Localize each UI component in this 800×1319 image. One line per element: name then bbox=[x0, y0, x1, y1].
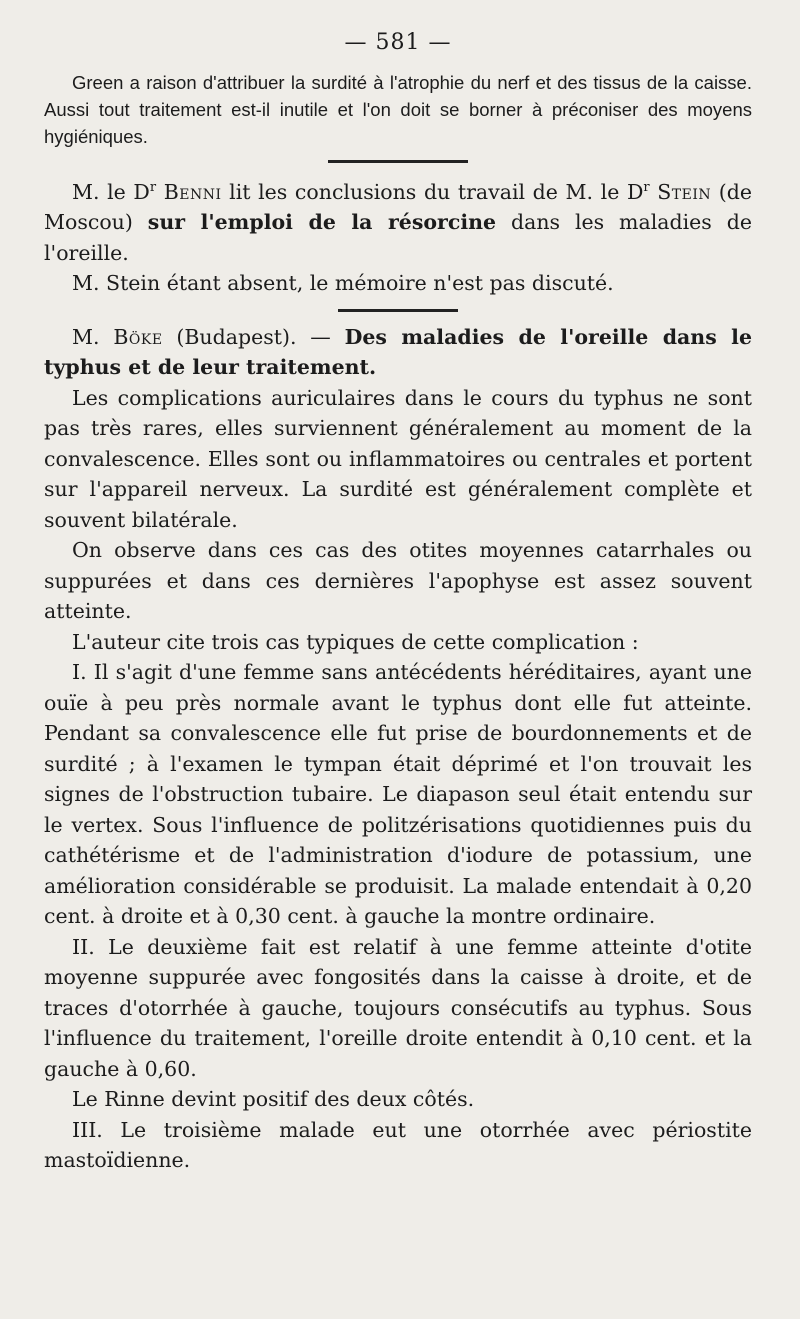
case-one-paragraph: I. Il s'agit d'une femme sans antécédents héréditaires, ayant une ouïe à peu près normale avant le typhus dont elle fut atteinte. Pendant sa convalescence elle fut prise de bourdonnements et de surdité ; à l'examen le tympan était déprimé et l'on trouvait les signes de l'obstruction tubaire. Le diapason seul était entendu sur le vertex. Sous l'influence de politzérisations quotidiennes puis du cathétérisme et de l'administration d'iodure de potassium, une amélioration considérable se produisit. La malade entendait à 0,20 cent. à droite et à 0,30 cent. à gauche la montre ordinaire. bbox=[44, 660, 752, 929]
text-run: lit les conclusions du travail de M. le D bbox=[221, 179, 644, 204]
body-paragraph: On observe dans ces cas des otites moyennes catarrhales ou suppurées et dans ces dernières l'apophyse est assez souvent atteinte. bbox=[44, 538, 752, 624]
case-two-paragraph: II. Le deuxième fait est relatif à une femme atteinte d'otite moyenne suppurée avec fongosités dans la caisse à droite, et de traces d'otorrhée à gauche, toujours consécutifs au typhus. Sous l'influence du traitement, l'oreille droite entendit à 0,10 cent. et la gauche à 0,60. bbox=[44, 934, 752, 1081]
section-divider bbox=[338, 309, 458, 312]
stein-absent-paragraph: M. Stein étant absent, le mémoire n'est pas discuté. bbox=[72, 271, 614, 296]
benni-paragraph bbox=[44, 173, 752, 268]
body-paragraph: Le Rinne devint positif des deux côtés. bbox=[72, 1087, 475, 1112]
author-name: Stein bbox=[657, 179, 712, 204]
body-paragraph: Les complications auriculaires dans le cours du typhus ne sont pas très rares, elles surviennent généralement au moment de la convalescence. Elles sont ou inflammatoires ou centrales et portent sur l'appareil nerveux. La surdité est généralement complète et souvent bilatérale. bbox=[44, 385, 752, 532]
text-run: dans les maladies de l'oreille. bbox=[44, 210, 752, 265]
boke-heading bbox=[44, 322, 752, 383]
text-run: M. bbox=[72, 324, 114, 349]
intro-paragraph: Green a raison d'attribuer la surdité à l'atrophie du nerf et des tissus de la caisse. Aussi tout traitement est-il inutile et l'on doit se borner à préconiser des moyens hygiéniques. bbox=[44, 72, 752, 147]
section-divider bbox=[328, 160, 468, 163]
paper-title: sur l'emploi de la résorcine bbox=[147, 210, 497, 235]
case-three-paragraph: III. Le troisième malade eut une otorrhée avec périostite mastoïdienne. bbox=[44, 1117, 752, 1173]
body-paragraph: L'auteur cite trois cas typiques de cette complication : bbox=[72, 629, 639, 654]
text-run: M. le D bbox=[72, 179, 150, 204]
superscript: r bbox=[149, 180, 157, 195]
text-run: (Budapest). — bbox=[162, 324, 345, 349]
text-run: (de Moscou) bbox=[44, 179, 752, 235]
page-number: — 581 — bbox=[344, 30, 452, 55]
author-name: Benni bbox=[163, 179, 222, 204]
paper-title: Des maladies de l'oreille dans le typhus et de leur traitement. bbox=[44, 324, 752, 380]
superscript: r bbox=[643, 180, 650, 195]
author-name: Böke bbox=[113, 324, 163, 349]
